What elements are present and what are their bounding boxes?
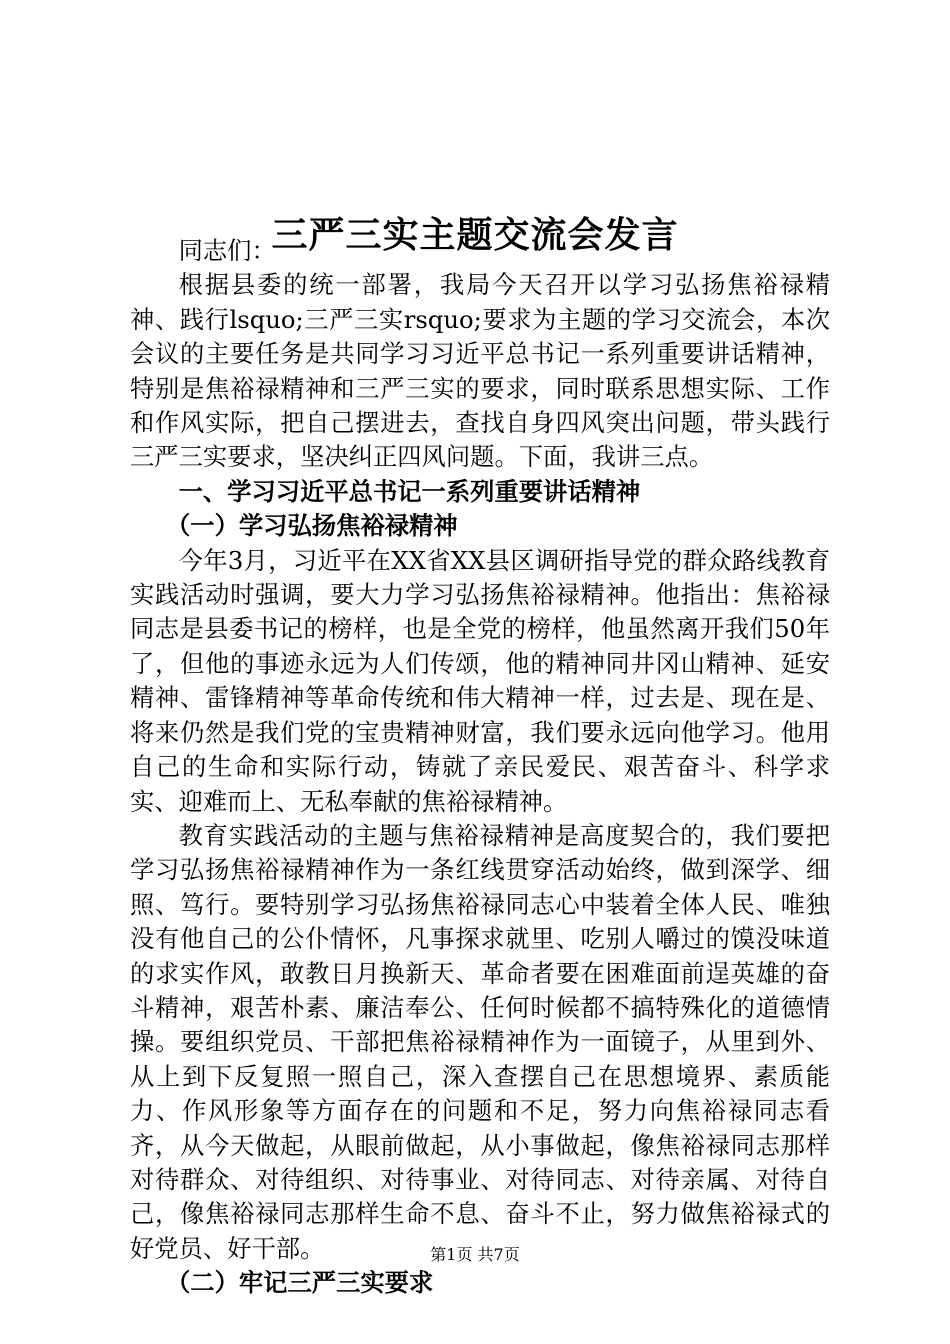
paragraph-1: 今年3月，习近平在XX省XX县区调研指导党的群众路线教育实践活动时强调，要大力学习弘扬焦裕禄精神。他指出：焦裕禄同志是县委书记的榜样，也是全党的榜样，他虽然离开我们50年了，但他的事迹永远为人们传颂，他的精神同井冈山精神、延安精神、雷锋精神等革命传统和伟大精神一样，过去是、现在是、将来仍然是我们党的宝贵精神财富，我们要永远向他学习。他用自己的生命和实际行动，铸就了亲民爱民、艰苦奋斗、科学求实、迎难而上、无私奉献的焦裕禄精神。 (130, 545, 830, 816)
subsection-heading-2: （二）牢记三严三实要求 (166, 1268, 434, 1298)
subsection-heading-1: （一）学习弘扬焦裕禄精神 (166, 511, 458, 541)
document-body (130, 234, 830, 1301)
salutation: 同志们： (178, 236, 276, 265)
document-title: 三严三实主题交流会发言 (271, 214, 679, 257)
intro-paragraph: 根据县委的统一部署，我局今天召开以学习弘扬焦裕禄精神、践行lsquo;三严三实rsquo;要求为主题的学习交流会，本次会议的主要任务是共同学习习近平总书记一系列重要讲话精神，特别是焦裕禄精神和三严三实的要求，同时联系思想实际、工作和作风实际，把自己摆进去，查找自身四风突出问题，带头践行三严三实要求，坚决纠正四风问题。下面，我讲三点。 (130, 270, 830, 472)
paragraph-2: 教育实践活动的主题与焦裕禄精神是高度契合的，我们要把学习弘扬焦裕禄精神作为一条红线贯穿活动始终，做到深学、细照、笃行。要特别学习弘扬焦裕禄同志心中装着全体人民、唯独没有他自己的公仆情怀，凡事探求就里、吃别人嚼过的馍没味道的求实作风，敢教日月换新天、革命者要在困难面前逞英雄的奋斗精神，艰苦朴素、廉洁奉公、任何时候都不搞特殊化的道德情操。要组织党员、干部把焦裕禄精神作为一面镜子，从里到外、从上到下反复照一照自己，深入查摆自己在思想境界、素质能力、作风形象等方面存在的问题和不足，努力向焦裕禄同志看齐，从今天做起，从眼前做起，从小事做起，像焦裕禄同志那样对待群众、对待组织、对待事业、对待同志、对待亲属、对待自己，像焦裕禄同志那样生命不息、奋斗不止，努力做焦裕禄式的好党员、好干部。 (130, 820, 830, 1263)
section-heading-1: 一、学习习近平总书记一系列重要讲话精神 (178, 476, 641, 506)
page-number-footer: 第1页 共7页 (430, 1245, 520, 1264)
